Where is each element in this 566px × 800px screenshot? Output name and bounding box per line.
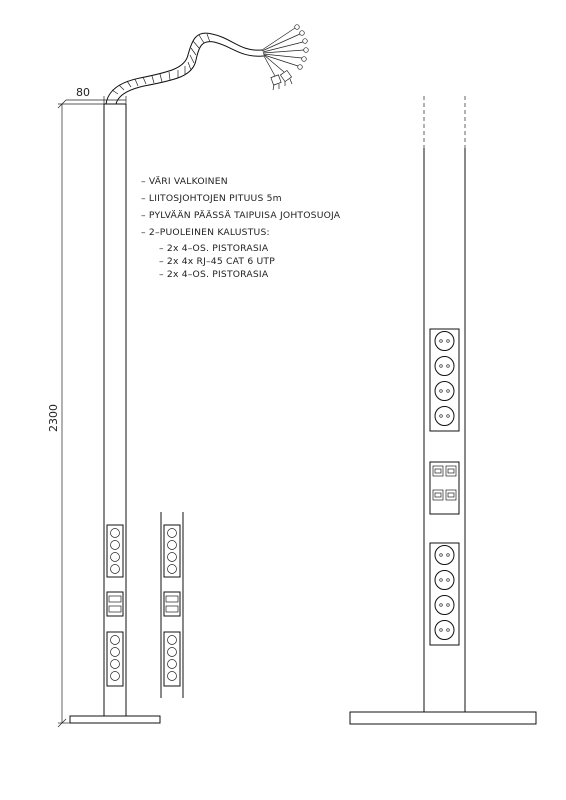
note-color: – VÄRI VALKOINEN bbox=[141, 176, 228, 187]
height-dimension bbox=[47, 100, 104, 727]
power-socket-panel-upper bbox=[430, 329, 459, 431]
power-socket-icon bbox=[435, 382, 454, 401]
rj45-panel-rear bbox=[164, 592, 180, 616]
plug-icon bbox=[271, 70, 292, 90]
note-sockets-upper: – 2x 4–OS. PISTORASIA bbox=[159, 243, 269, 254]
rj45-jack-icon bbox=[446, 466, 456, 476]
socket-panel-lower-rear bbox=[164, 632, 180, 686]
cable-fanout bbox=[262, 25, 308, 76]
note-rj45: – 2x 4x RJ–45 CAT 6 UTP bbox=[159, 256, 275, 267]
base-plate-large bbox=[350, 712, 536, 724]
width-label: 80 bbox=[76, 86, 90, 99]
socket-panel-upper-rear bbox=[164, 525, 180, 577]
note-conduit: – PYLVÄÄN PÄÄSSÄ TAIPUISA JOHTOSUOJA bbox=[141, 210, 341, 221]
note-cable-length: – LIITOSJOHTOJEN PITUUS 5m bbox=[141, 193, 282, 204]
rj45-panel bbox=[107, 592, 123, 616]
rj45-panel-front bbox=[430, 462, 459, 514]
power-socket-icon bbox=[435, 546, 454, 565]
power-socket-icon bbox=[435, 596, 454, 615]
spec-notes bbox=[141, 176, 341, 280]
power-socket-icon bbox=[435, 407, 454, 426]
rj45-jack-icon bbox=[433, 490, 443, 500]
power-socket-panel-lower bbox=[430, 543, 459, 645]
pole-side-view bbox=[47, 25, 308, 727]
height-label: 2300 bbox=[47, 404, 60, 432]
power-socket-icon bbox=[435, 621, 454, 640]
pole-reverse-side-strip bbox=[161, 512, 183, 698]
flexible-cable-conduit-icon bbox=[106, 33, 264, 104]
pole-front-view bbox=[350, 96, 536, 724]
socket-panel-lower bbox=[107, 632, 123, 686]
rj45-jack-icon bbox=[446, 490, 456, 500]
base-plate bbox=[70, 716, 160, 723]
power-socket-icon bbox=[435, 357, 454, 376]
power-socket-icon bbox=[435, 571, 454, 590]
power-socket-icon bbox=[435, 332, 454, 351]
socket-panel-upper bbox=[107, 525, 123, 577]
rj45-jack-icon bbox=[433, 466, 443, 476]
note-sockets-lower: – 2x 4–OS. PISTORASIA bbox=[159, 269, 269, 280]
note-two-sided: – 2–PUOLEINEN KALUSTUS: bbox=[141, 227, 270, 238]
